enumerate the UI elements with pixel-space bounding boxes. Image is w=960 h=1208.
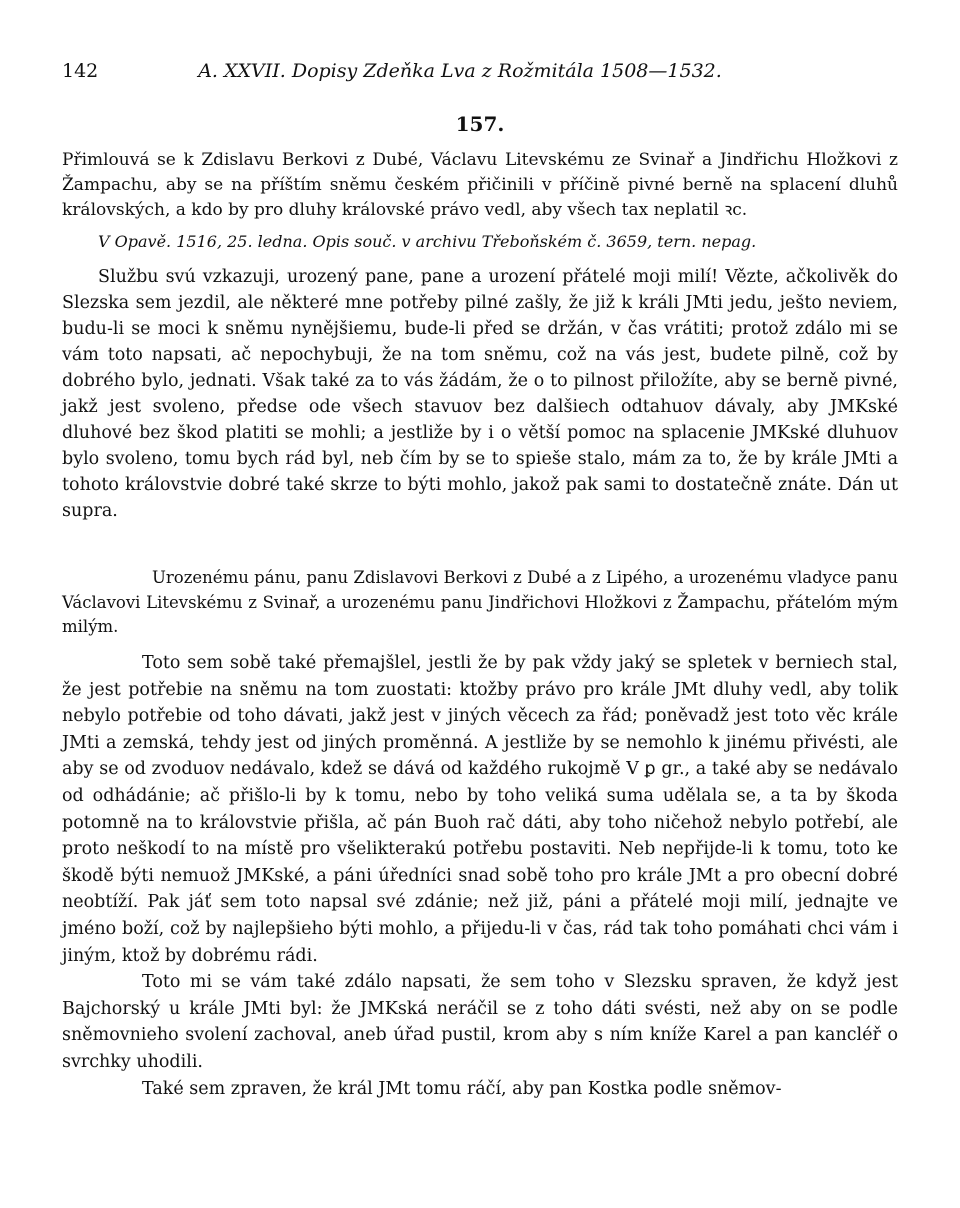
- letter-body: [62, 264, 898, 524]
- running-head: [62, 60, 898, 90]
- running-title: A. XXVII. Dopisy Zdeňka Lva z Rožmitála 1508—1532.: [198, 60, 722, 82]
- postscript: [62, 650, 898, 1102]
- postscript-paragraph-3: Také sem zpraven, že král JMt tomu ráčí, aby pan Kostka podle sněmov-: [142, 1078, 782, 1099]
- page-number: 142: [62, 60, 99, 82]
- source-note: V Opavě. 1516, 25. ledna. Opis souč. v archivu Třeboňském č. 3659, tern. nepag.: [98, 232, 757, 251]
- document-number: 157.: [455, 112, 505, 136]
- postscript-paragraph-1: Toto sem sobě také přemajšlel, jestli že by pak vždy jaký se spletek v berniech stal, že jest potřebie na sněmu na tom zuostati: ktožby právo pro krále JMt dluhy vedl, aby tolik nebylo potřebie od toho dávati, jakž jest v jiných věcech za řád; poněvadž jest toto věc krále JMti a zemská, tehdy jest od jiných proměnná. A jestliže by se nemohlo k jinému přivésti, ale aby se od zvoduov nedávalo, kdež se dává od každého rukojmě V ꝑ gr., a také aby se nedávalo od odhádánie; ač přišlo-li by k tomu, nebo by toho veliká suma udělala se, a ta by škoda potomně na to královstvie přišla, ač pán Buoh rač dáti, aby toho ničehož nebylo potřebí, ale proto neškodí to na místě pro všelikterakú potřebu postaviti. Neb nepřijde-li k tomu, toto ke škodě býti nemuož JMKské, a páni úředníci snad sobě toho pro krále JMt a pro obecní dobré neobtíží. Pak jáť sem toto napsal své zdánie; než již, páni a přátelé moji milí, jednajte ve jméno boží, což by najlepšieho býti mohlo, a přijedu-li v čas, rád tak toho pomáhati chci vám i jiným, ktož by dobrému rádi.: [62, 653, 898, 966]
- letter-paragraph: Službu svú vzkazuji, urozený pane, pane a urození přátelé moji milí! Vězte, ačkolivěk do Slezska sem jezdil, ale některé mne potřeby pilné zašly, že již k králi JMti jedu, ješto neviem, budu-li se moci k sněmu nynějšiemu, bude-li před se držán, v čas vrátiti; protož zdálo mi se vám toto napsati, ač nepochybuji, že na tom sněmu, což na vás jest, budete pilně, což by dobrého bylo, jednati. Však také za to vás žádám, že o to pilnost přiložíte, aby se berně pivné, jakž jest svoleno, předse ode všech stavuov bez dalšiech odtahuov dávaly, aby JMKské dluhové bez škod platiti se mohli; a jestliže by i o větší pomoc na splacenie JMKské dluhuov bylo svoleno, tomu bych rád byl, neb čím by se to spieše stalo, mám za to, že by krále JMti a tohoto královstvie dobré také skrze to býti mohlo, jakož pak sami to dostatečně znáte. Dán ut supra.: [62, 267, 898, 521]
- letter-address: Urozenému pánu, panu Zdislavovi Berkovi z Dubé a z Lipého, a urozenému vladyce panu Václavovi Litevskému z Svinař, a urozenému panu Jindřichovi Hložkovi z Žampachu, přátelóm mým milým.: [62, 568, 898, 636]
- postscript-paragraph-2: Toto mi se vám také zdálo napsati, že sem toho v Slezsku spraven, že když jest Bajchorský u krále JMti byl: že JMKská neráčil se z toho dáti svésti, než aby on se podle sněmovnieho svolení zachoval, aneb úřad pustil, krom aby s ním kníže Karel a pan kancléř o svrchky uhodili.: [62, 972, 898, 1072]
- regest-summary: Přimlouvá se k Zdislavu Berkovi z Dubé, Václavu Litevskému ze Svinař a Jindřichu Hložkovi z Žampachu, aby se na příštím sněmu českém přičinili v příčině pivné berně na splacení dluhů královských, a kdo by pro dluhy královské právo vedl, aby všech tax neplatil ꝛc.: [62, 150, 898, 220]
